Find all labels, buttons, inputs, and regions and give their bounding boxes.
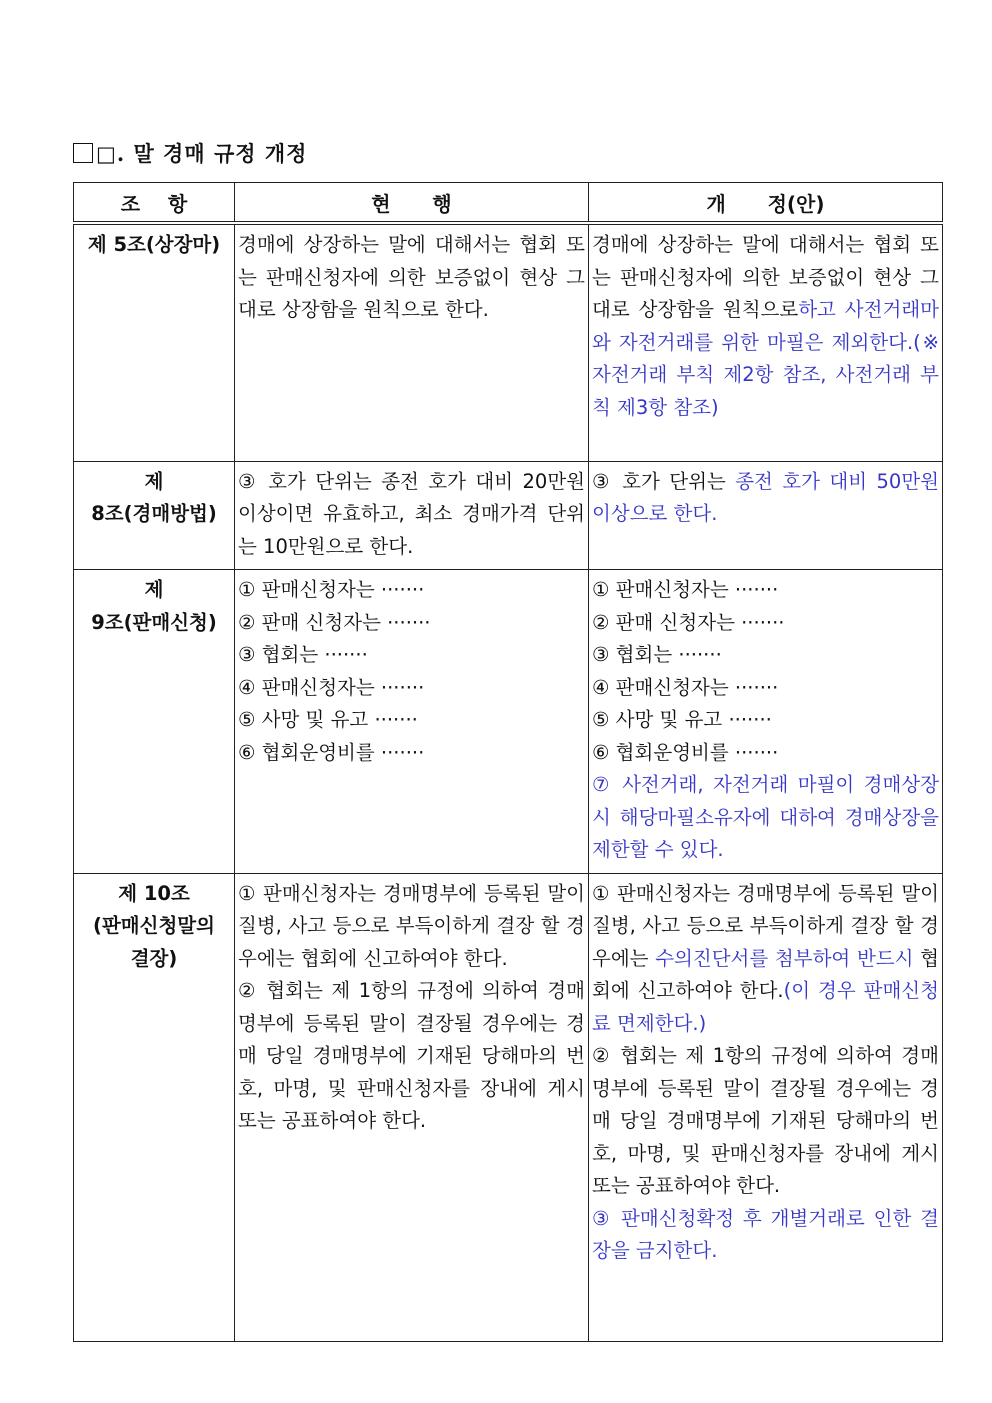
current-text: ① 판매신청자는 ······· ② 판매 신청자는 ······· ③ 협회는 ······· ④ 판매신청자는 ······· ⑤ 사망 및 유고 ······· ⑥ 협회운영비를 ······· <box>235 570 589 874</box>
table-header-row <box>74 183 943 224</box>
comparison-table <box>73 182 943 1342</box>
current-text: ① 판매신청자는 경매명부에 등록된 말이 질병, 사고 등으로 부득이하게 결장 할 경우에는 협회에 신고하여야 한다. ② 협회는 제 1항의 규정에 의하여 경매명부에 등록된 말이 결장될 경우에는 경매 당일 경매명부에 기재된 당해마의 번호, 마명, 및 판매신청자를 장내에 게시 또는 공표하여야 한다. <box>235 873 589 1341</box>
header-article: 조 항 <box>74 183 235 224</box>
table-row <box>74 223 943 461</box>
revised-change: ⑦ 사전거래, 자전거래 마필이 경매상장시 해당마필소유자에 대하여 경매상장을 제한할 수 있다. <box>592 773 939 861</box>
article-5: 제 5조(상장마) <box>74 223 235 461</box>
revised-text: ① 판매신청자는 경매명부에 등록된 말이 질병, 사고 등으로 부득이하게 결장 할 경우에는 수의진단서를 첨부하여 반드시 협회에 신고하여야 한다.(이 경우 판매신청료 면제한다.) ② 협회는 제 1항의 규정에 의하여 경매명부에 등록된 말이 결장될 경우에는 경매 당일 경매명부에 기재된 당해마의 번호, 마명, 및 판매신청자를 장내에 게시 또는 공표하여야 한다. ③ 판매신청확정 후 개별거래로 인한 결장을 금지한다. <box>589 873 943 1341</box>
header-revised: 개 정(안) <box>589 183 943 224</box>
table-row <box>74 873 943 1341</box>
revised-change: (이 경우 판매신청료 면제한다.) <box>592 979 939 1035</box>
current-text: 경매에 상장하는 말에 대해서는 협회 또는 판매신청자에 의한 보증없이 현상 그대로 상장함을 원칙으로 한다. <box>235 223 589 461</box>
checkbox-square-icon <box>73 143 93 163</box>
revised-change: 종전 호가 대비 50만원 이상으로 한다. <box>592 469 940 525</box>
revised-text: 경매에 상장하는 말에 대해서는 협회 또는 판매신청자에 의한 보증없이 현상 그대로 상장함을 원칙으로하고 사전거래마와 자전거래를 위한 마필은 제외한다.(※자전거래 부칙 제2항 참조, 사전거래 부칙 제3항 참조) <box>589 223 943 461</box>
revised-change: 수의진단서를 첨부하여 반드시 <box>655 946 914 970</box>
revised-change: ③ 판매신청확정 후 개별거래로 인한 결장을 금지한다. <box>592 1206 939 1262</box>
title-text: □. 말 경매 규정 개정 <box>96 141 308 166</box>
current-text: ③ 호가 단위는 종전 호가 대비 20만원 이상이면 유효하고, 최소 경매가격 단위는 10만원으로 한다. <box>235 461 589 570</box>
table-row <box>74 570 943 874</box>
article-9: 제 9조(판매신청) <box>74 570 235 874</box>
table-row <box>74 461 943 570</box>
revised-change: 하고 사전거래마와 자전거래를 위한 마필은 제외한다.(※자전거래 부칙 제2항 참조, 사전거래 부칙 제3항 참조) <box>592 298 939 419</box>
article-8: 제 8조(경매방법) <box>74 461 235 570</box>
header-current: 현 행 <box>235 183 589 224</box>
document-title <box>73 138 307 168</box>
revised-text: ③ 호가 단위는 종전 호가 대비 50만원 이상으로 한다. <box>589 461 943 570</box>
revised-text: ① 판매신청자는 ······· ② 판매 신청자는 ······· ③ 협회는 ······· ④ 판매신청자는 ······· ⑤ 사망 및 유고 ······· ⑥ 협회운영비를 ······· ⑦ 사전거래, 자전거래 마필이 경매상장시 해당마필소유자에 대하여 경매상장을 제한할 수 있다. <box>589 570 943 874</box>
article-10: 제 10조 (판매신청말의 결장) <box>74 873 235 1341</box>
